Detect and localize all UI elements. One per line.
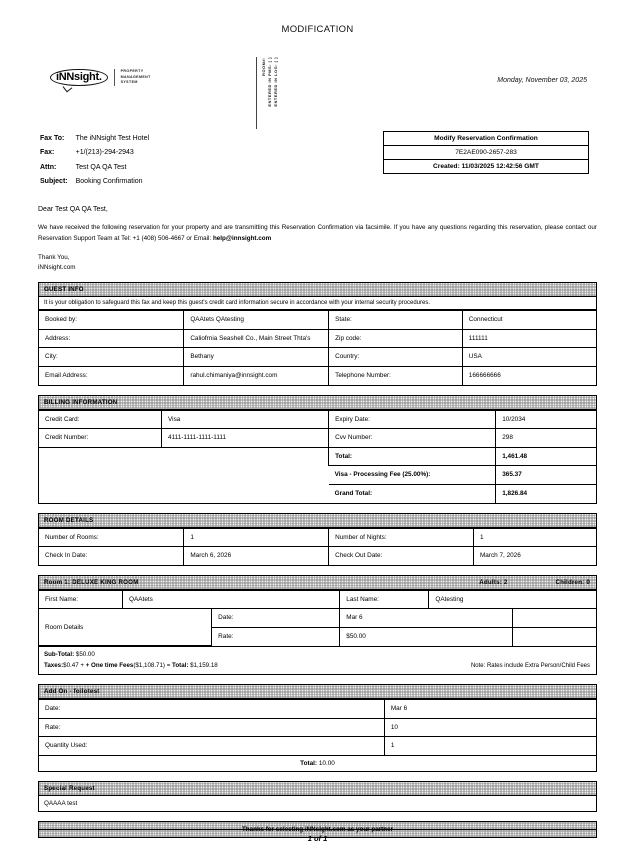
address-value: Caliofrnia Seashell Co., Main Street Thta's xyxy=(184,329,329,348)
check-out-date-value: March 7, 2026 xyxy=(473,547,596,565)
table-row xyxy=(39,410,596,429)
add-on-table xyxy=(39,699,596,755)
taxes-total-label: Total: xyxy=(172,661,189,669)
check-in-date-value: March 6, 2026 xyxy=(184,547,329,565)
innsight-logo xyxy=(50,69,151,86)
credit-number-label: Credit Number: xyxy=(39,429,162,448)
add-on-date-label: Date: xyxy=(39,700,384,719)
confirmation-created: Created: 11/03/2025 12:42:56 GMT xyxy=(433,163,539,170)
fax-to-row xyxy=(40,133,149,145)
grand-total-value: 1,826.84 xyxy=(496,485,596,503)
confirmation-box xyxy=(383,131,589,174)
intro-paragraph-text: We have received the following reservation for your property and are transmitting this Reservation Confirmation via facsimile. If you have any questions regarding this reservation, please contact our Reservation Support Team at Tel: +1 (408) 506-4667 or Email: xyxy=(38,224,597,243)
subject-row xyxy=(40,176,149,188)
grand-total-label: Grand Total: xyxy=(329,485,496,503)
credit-card-value: Visa xyxy=(162,410,329,429)
billing-information-heading: BILLING INFORMATION xyxy=(39,396,596,410)
taxes-value: $0.47 + xyxy=(63,661,86,669)
state-label: State: xyxy=(329,311,463,330)
processing-fee-value: 365.37 xyxy=(496,466,596,485)
table-row xyxy=(39,329,596,348)
room-details-section xyxy=(38,513,597,566)
guest-info-table xyxy=(39,310,596,384)
room-1-totals xyxy=(39,646,596,674)
closing-line-2: iNNsight.com xyxy=(38,264,76,272)
table-row xyxy=(39,348,596,367)
logo-tagline xyxy=(114,69,151,86)
attn-label: Attn: xyxy=(40,163,57,171)
add-on-quantity-value: 1 xyxy=(384,737,596,755)
address-label: Address: xyxy=(39,329,184,348)
processing-fee-label: Visa - Processing Fee (25.00%): xyxy=(329,466,496,485)
page-title: MODIFICATION xyxy=(281,24,354,35)
billing-total-label: Total: xyxy=(329,447,496,466)
room-details-heading: ROOM DETAILS xyxy=(39,514,596,528)
number-of-rooms-label: Number of Rooms: xyxy=(39,528,184,547)
footer-divider xyxy=(38,829,597,830)
special-request-heading: Special Request xyxy=(39,782,596,796)
special-request-value: QAAAA test xyxy=(44,800,78,808)
first-name-value: QAAtets xyxy=(123,590,340,608)
room-number-stamp: ROOM#: xyxy=(261,57,266,76)
fax-header-table xyxy=(38,131,151,190)
number-of-rooms-value: 1 xyxy=(184,528,329,547)
closing-line-1: Thank You, xyxy=(38,254,70,262)
room-1-spacer-cell xyxy=(512,609,596,628)
room-1-spacer-cell-2 xyxy=(512,628,596,646)
country-value: USA xyxy=(462,348,596,367)
one-time-fees-label: + One time Fees xyxy=(85,661,134,669)
credit-number-value: 4111-1111-1111-1111 xyxy=(162,429,329,448)
billing-information-section xyxy=(38,395,597,504)
document-date: Monday, November 03, 2025 xyxy=(497,77,587,84)
table-row xyxy=(39,737,596,755)
stamp-divider xyxy=(256,57,257,129)
room-1-rate-label: Rate: xyxy=(212,628,340,646)
table-row xyxy=(39,528,596,547)
fax-number-row xyxy=(40,147,149,159)
room-1-rate-value: $50.00 xyxy=(340,628,513,646)
table-row xyxy=(39,366,596,384)
room-1-adults: Adults: 2 xyxy=(479,578,508,586)
special-request-section xyxy=(38,781,597,812)
zip-code-label: Zip code: xyxy=(329,329,463,348)
stamp-fields xyxy=(256,57,278,133)
telephone-value: 166666666 xyxy=(462,366,596,384)
room-details-table xyxy=(39,528,596,565)
add-on-rate-label: Rate: xyxy=(39,718,384,737)
billing-empty-cell xyxy=(39,447,329,502)
credit-card-label: Credit Card: xyxy=(39,410,162,429)
logo-mark xyxy=(50,69,108,86)
zip-code-value: 111111 xyxy=(462,329,596,348)
fax-value: +1/(213)-294-2943 xyxy=(75,149,134,157)
table-row xyxy=(39,718,596,737)
sub-total-label: Sub-Total: xyxy=(44,651,75,659)
fax-to-label: Fax To: xyxy=(40,135,65,142)
table-row xyxy=(39,590,596,608)
closing xyxy=(38,253,597,273)
number-of-nights-value: 1 xyxy=(473,528,596,547)
confirmation-title: Modify Reservation Confirmation xyxy=(384,132,588,146)
billing-information-table xyxy=(39,410,596,503)
cvv-value: 298 xyxy=(496,429,596,448)
logo-tagline-line-3: SYSTEM xyxy=(120,80,138,85)
number-of-nights-label: Number of Nights: xyxy=(329,528,474,547)
rates-note: Note: Rates include Extra Person/Child Fees xyxy=(470,663,590,670)
intro-paragraph xyxy=(38,222,597,244)
add-on-rate-value: 10 xyxy=(384,718,596,737)
country-label: Country: xyxy=(329,348,463,367)
table-row xyxy=(39,311,596,330)
booked-by-value: QAAtets QAtesting xyxy=(184,311,329,330)
add-on-total-label: Total: xyxy=(300,760,318,768)
support-email: help@innsight.com xyxy=(212,235,272,243)
logo-wordmark: iNNsight. xyxy=(56,71,102,83)
page-footer xyxy=(0,829,635,843)
add-on-heading: Add On - foilotest xyxy=(39,685,596,699)
logo-tagline-line-2: MANAGEMENT xyxy=(120,74,151,79)
fax-label: Fax: xyxy=(40,149,55,157)
logo-swoosh-icon xyxy=(63,83,73,93)
room-1-occupancy xyxy=(433,579,590,586)
add-on-total-row xyxy=(39,755,596,771)
guest-info-notice: It is your obligation to safeguard this fax and keep this guest's credit card information secure in accordance with your internal security procedures. xyxy=(39,297,596,310)
attn-row xyxy=(40,162,149,174)
sub-total-value: $50.00 xyxy=(75,651,95,659)
billing-total-value: 1,461.48 xyxy=(496,447,596,466)
entered-in-log-stamp: ENTERED IN LOG: [ ] xyxy=(272,57,278,107)
attn-value: Test QA QA Test xyxy=(75,163,127,171)
fax-header-row xyxy=(38,131,597,190)
fax-to-value: The iNNsight Test Hotel xyxy=(75,135,150,142)
entered-in-pms-stamp: ENTERED IN PMS: [ ] xyxy=(266,57,272,107)
city-label: City: xyxy=(39,348,184,367)
subject-value: Booking Confirmation xyxy=(75,177,143,185)
room-1-children: Children: 0 xyxy=(555,578,590,586)
table-row xyxy=(39,547,596,565)
room-1-date-label: Date: xyxy=(212,609,340,628)
taxes-label: Taxes: xyxy=(44,661,64,669)
table-row xyxy=(39,700,596,719)
room-1-rate-table xyxy=(39,608,596,646)
email-address-label: Email Address: xyxy=(39,366,184,384)
guest-info-section xyxy=(38,282,597,385)
subject-label: Subject: xyxy=(40,177,68,185)
page-number: 1 of 1 xyxy=(307,834,328,843)
last-name-label: Last Name: xyxy=(340,590,429,608)
logo-tagline-line-1: PROPERTY xyxy=(120,69,144,74)
room-1-heading xyxy=(39,576,596,590)
footer-banner: Thanks for selecting iNNsight.com as your partner xyxy=(38,821,597,838)
room-1-section xyxy=(38,575,597,675)
cvv-label: Cvv Number: xyxy=(329,429,496,448)
add-on-total-value: 10.00 xyxy=(318,760,335,768)
telephone-label: Telephone Number: xyxy=(329,366,463,384)
room-details-label: Room Details xyxy=(39,609,212,646)
last-name-value: QAtesting xyxy=(429,590,596,608)
state-value: Connecticut xyxy=(462,311,596,330)
table-row xyxy=(39,429,596,448)
room-1-guest-table xyxy=(39,590,596,609)
add-on-section xyxy=(38,684,597,772)
check-in-date-label: Check In Date: xyxy=(39,547,184,565)
one-time-fees-value: ($1,108.71) = xyxy=(133,661,173,669)
add-on-quantity-label: Quantity Used: xyxy=(39,737,384,755)
table-row xyxy=(39,447,596,466)
room-1-subtotal-line xyxy=(44,650,591,661)
add-on-date-value: Mar 6 xyxy=(384,700,596,719)
expiry-date-value: 10/2034 xyxy=(496,410,596,429)
taxes-total-value: $1,159.18 xyxy=(190,661,218,669)
table-row xyxy=(39,609,596,628)
room-1-date-value: Mar 6 xyxy=(340,609,513,628)
confirmation-id: 7E2AE090-2657-283 xyxy=(384,146,588,160)
document-header xyxy=(38,35,597,131)
email-address-value: rahul.chimaniya@innsight.com xyxy=(184,366,329,384)
check-out-date-label: Check Out Date: xyxy=(329,547,474,565)
booked-by-label: Booked by: xyxy=(39,311,184,330)
room-1-title: Room 1: DELUXE KING ROOM xyxy=(44,578,139,586)
expiry-date-label: Expiry Date: xyxy=(329,410,496,429)
city-value: Bethany xyxy=(184,348,329,367)
guest-info-heading: GUEST INFO xyxy=(39,283,596,297)
first-name-label: First Name: xyxy=(39,590,123,608)
salutation: Dear Test QA QA Test, xyxy=(38,206,108,213)
